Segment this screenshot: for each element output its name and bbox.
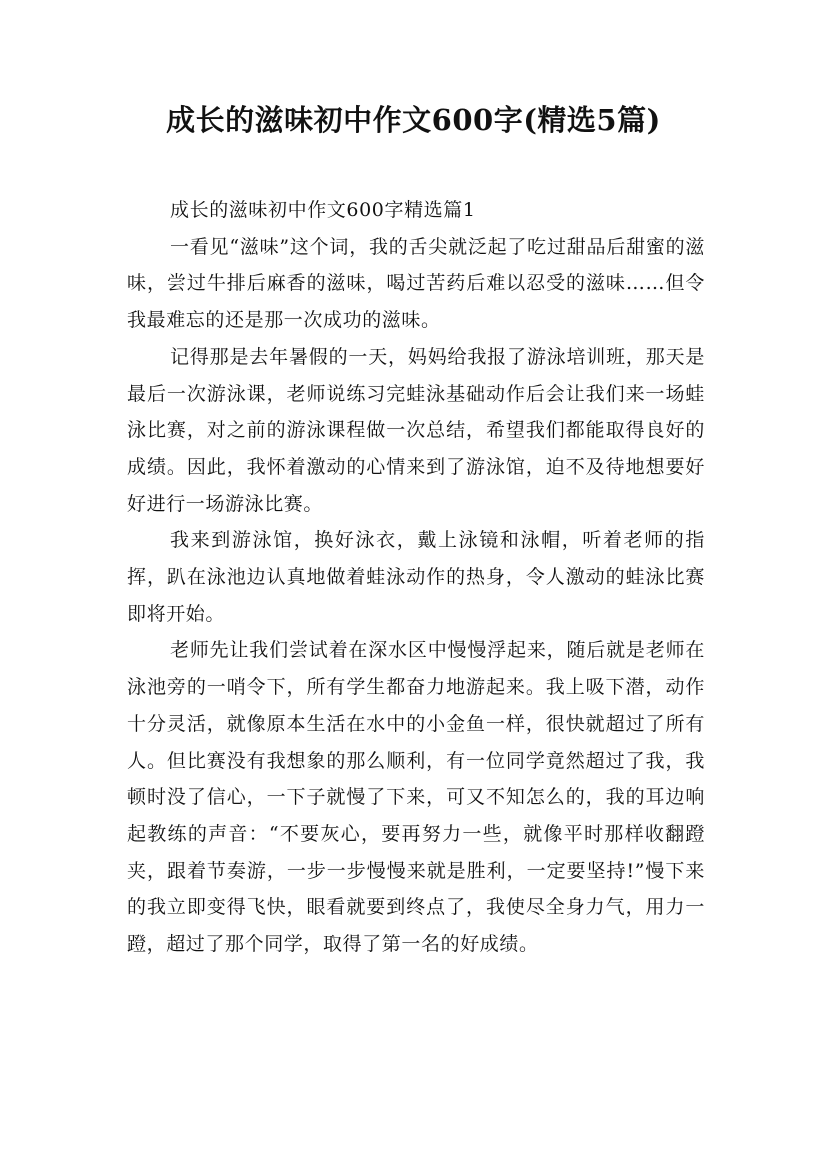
article-body xyxy=(127,192,705,963)
document-title: 成长的滋味初中作文600字(精选5篇) xyxy=(166,103,661,137)
paragraph-4: 老师先让我们尝试着在深水区中慢慢浮起来，随后就是老师在泳池旁的一哨令下，所有学生都奋力地游起来。我上吸下潜，动作十分灵活，就像原本生活在水中的小金鱼一样，很快就超过了所有人。但比赛没有我想象的那么顺利，有一位同学竟然超过了我，我顿时没了信心，一下子就慢了下来，可又不知怎么的，我的耳边响起教练的声音：“不要灰心，要再努力一些，就像平时那样收翻蹬夹，跟着节奏游，一步一步慢慢来就是胜利，一定要坚持!”慢下来的我立即变得飞快，眼看就要到终点了，我使尽全身力气，用力一蹬，超过了那个同学，取得了第一名的好成绩。 xyxy=(127,639,705,956)
paragraph-3: 我来到游泳馆，换好泳衣，戴上泳镜和泳帽，听着老师的指挥，趴在泳池边认真地做着蛙泳动作的热身，令人激动的蛙泳比赛即将开始。 xyxy=(127,529,705,625)
section-heading: 成长的滋味初中作文600字精选篇1 xyxy=(170,199,476,221)
paragraph-1: 一看见“滋味”这个词，我的舌尖就泛起了吃过甜品后甜蜜的滋味，尝过牛排后麻香的滋味，喝过苦药后难以忍受的滋味……但令我最难忘的还是那一次成功的滋味。 xyxy=(127,235,705,332)
paragraph-2: 记得那是去年暑假的一天，妈妈给我报了游泳培训班，那天是最后一次游泳课，老师说练习完蛙泳基础动作后会让我们来一场蛙泳比赛，对之前的游泳课程做一次总结，希望我们都能取得良好的成绩。因此，我怀着激动的心情来到了游泳馆，迫不及待地想要好好进行一场游泳比赛。 xyxy=(127,345,705,515)
